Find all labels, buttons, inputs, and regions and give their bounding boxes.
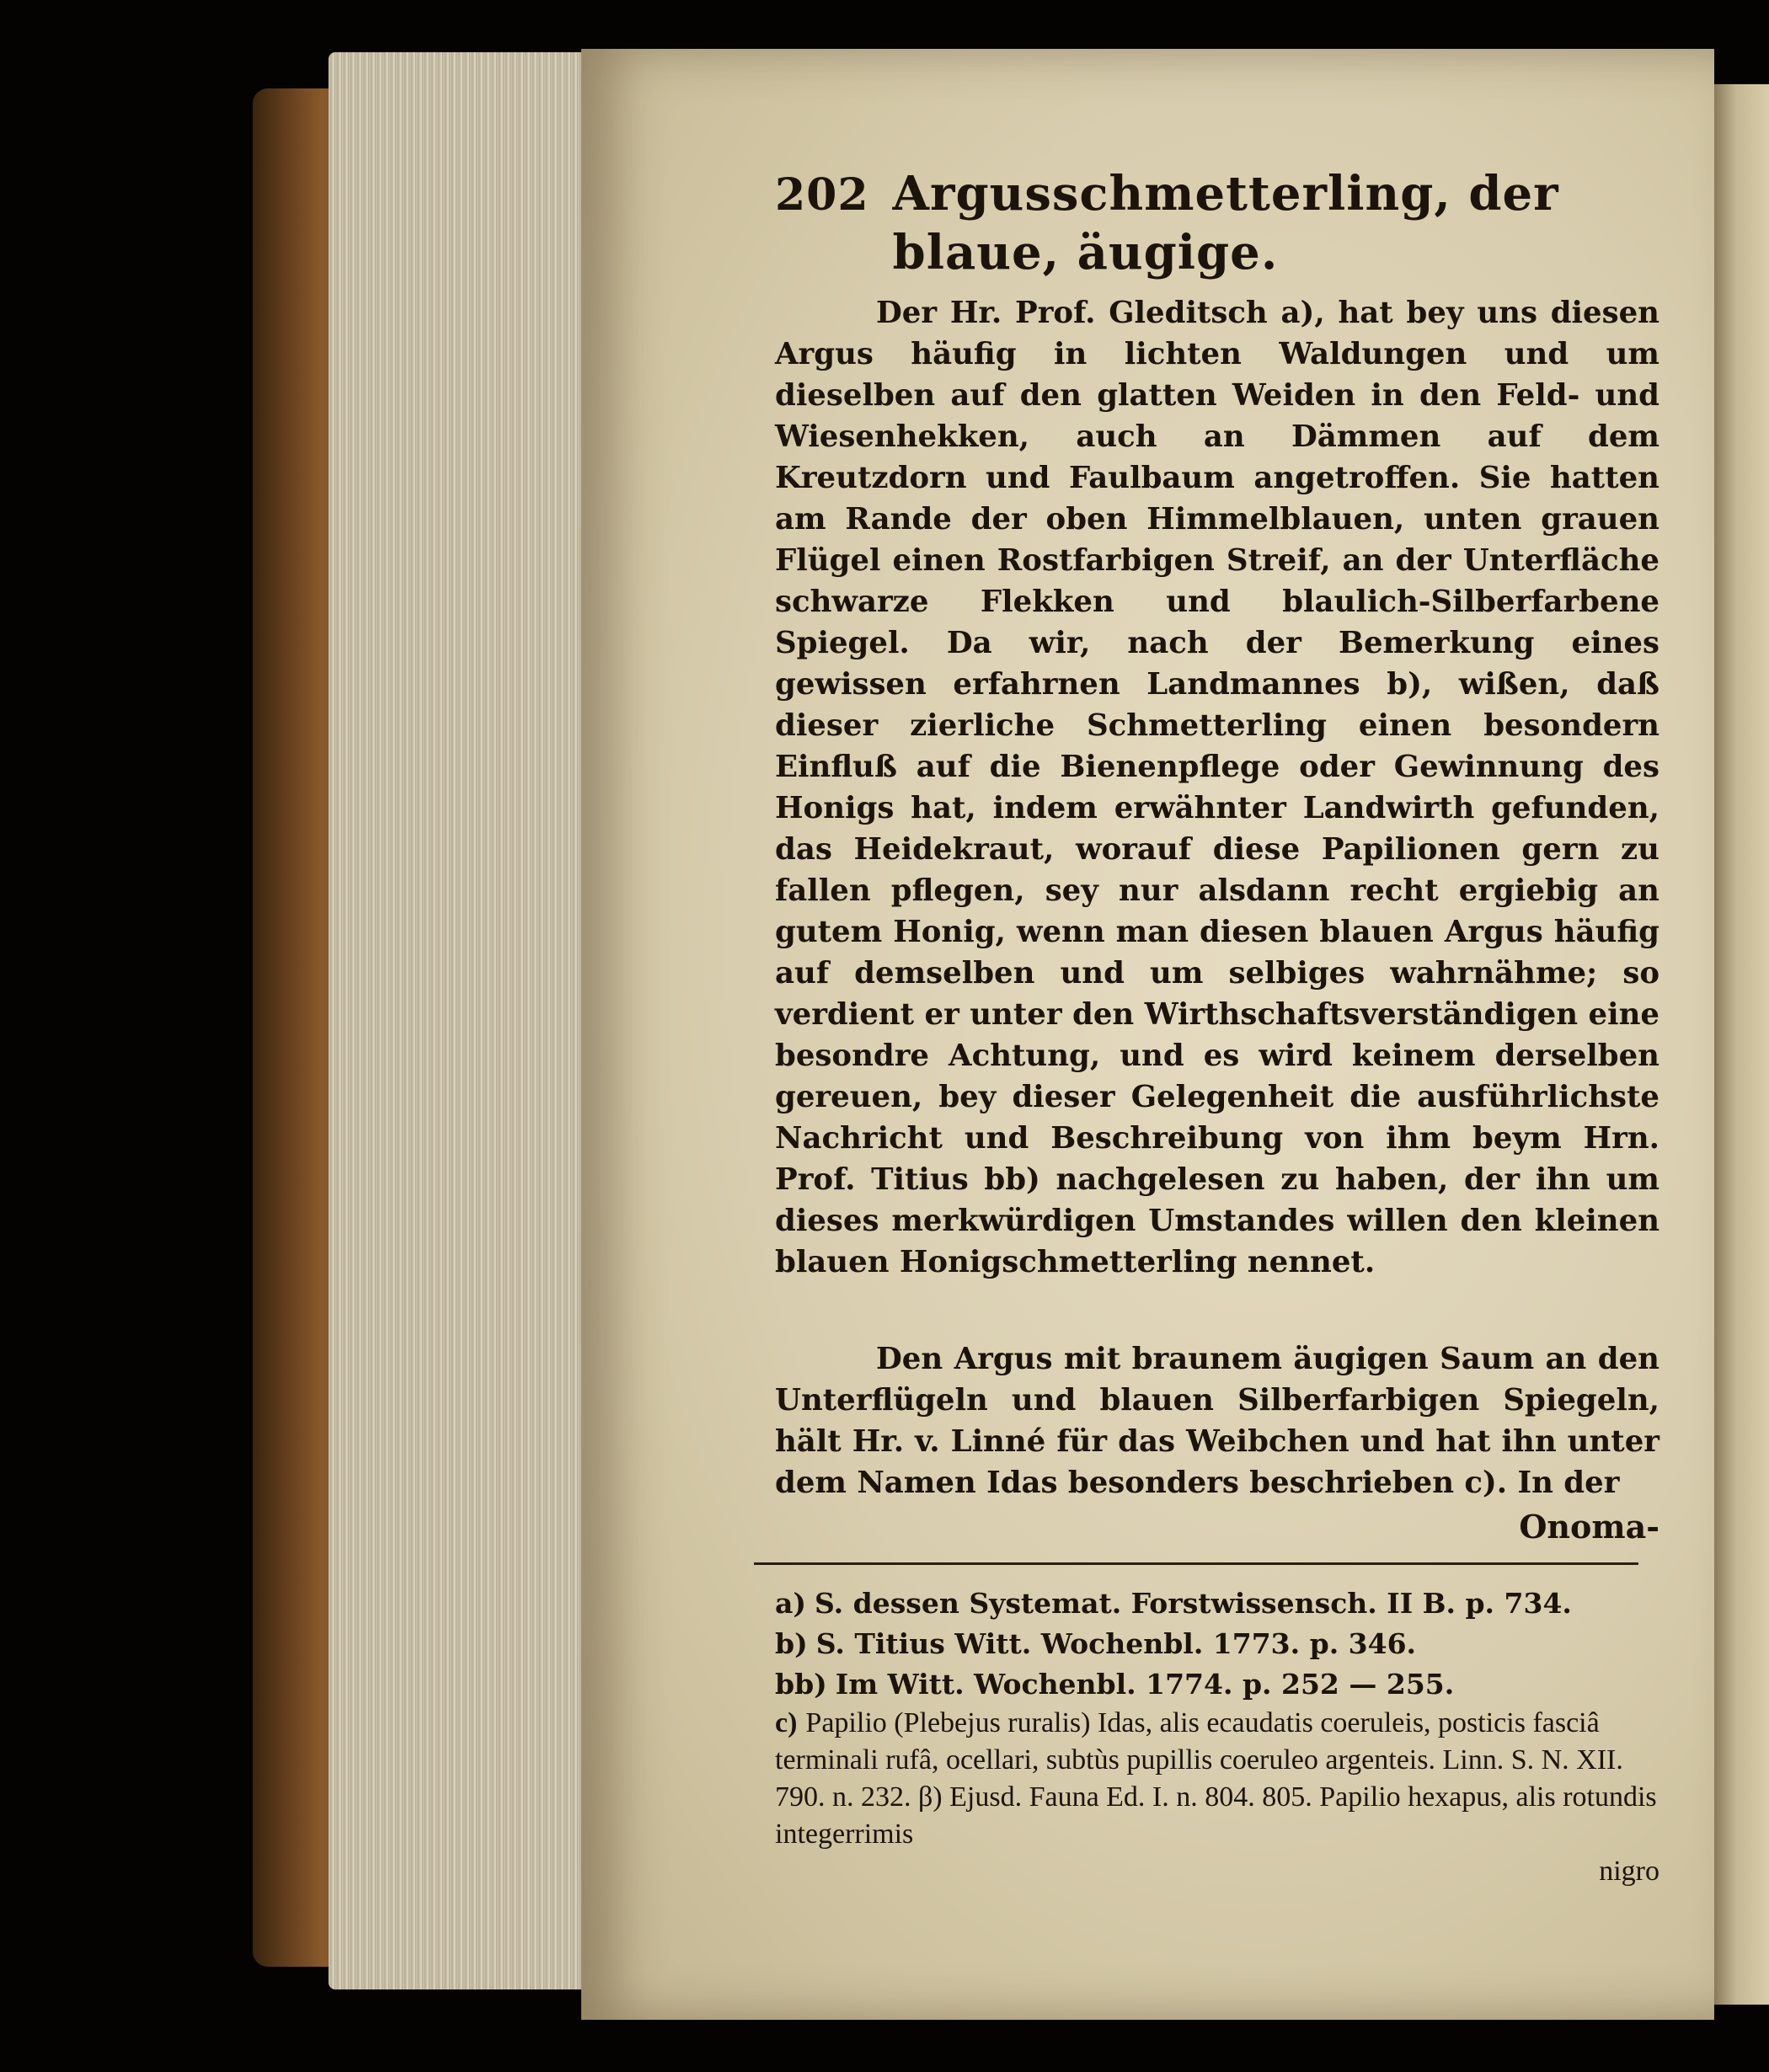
footnote-catchword: nigro [1599,1856,1659,1887]
footnote-label: a) [775,1587,806,1620]
footnote-text: S. Titius Witt. Wochenbl. 1773. p. 346. [815,1627,1417,1660]
catchword: Onoma- [1519,1508,1659,1546]
footnote-text: Im Witt. Wochenbl. 1774. p. 252 — 255. [835,1668,1455,1701]
footnote-label: c) [775,1707,798,1738]
footnote-bb [775,1664,1659,1705]
footnote-c [775,1705,1659,1853]
footnote-text: Papilio (Plebejus ruralis) Idas, alis ecaudatis coeruleis, posticis fasciâ terminali rufâ, ocellari, subtùs pupillis coeruleo argenteis. Linn. S. N. XII. 790. n. 232. β) Ejusd. Fauna Ed. I. n. 804. 805. Papilio hexapus, alis rotundis integerrimis [775,1707,1657,1850]
page-header [775,164,1659,282]
footnote-b [775,1624,1659,1664]
footnote-a [775,1583,1659,1624]
footnotes [775,1583,1659,1890]
footnote-divider [754,1562,1638,1565]
footnote-label: b) [775,1627,808,1660]
body-paragraph-1: Der Hr. Prof. Gleditsch a), hat bey uns diesen Argus häufig in lichten Waldungen und um dieselben auf den glatten Weiden in den Feld- und Wiesenhekken, auch an Dämmen auf dem Kreutzdorn und Faulbaum angetroffen. Sie hatten am Rande der oben Himmelblauen, unten grauen Flügel einen Rostfarbigen Streif, an der Unterfläche schwarze Flekken und blaulich-Silberfarbene Spiegel. Da wir, nach der Bemerkung eines gewissen erfahrnen Landmannes b), wißen, daß dieser zierliche Schmetterling einen besondern Einfluß auf die Bienenpflege oder Gewinnung des Honigs hat, indem erwähnter Landwirth gefunden, das Heidekraut, worauf diese Papilionen gern zu fallen pflegen, sey nur alsdann recht ergiebig an gutem Honig, wenn man diesen blauen Argus häufig auf demselben und um selbiges wahrnähme; so verdient er unter den Wirthschaftsverständigen eine besondre Achtung, und es wird keinem derselben gereuen, bey dieser Gelegenheit die ausführlichste Nachricht und Beschreibung von ihm beym Hrn. Prof. Titius bb) nachgelesen zu haben, der ihn um dieses merkwürdigen Umstandes willen den kleinen blauen Honigschmetterling nennet. [775,296,1659,1279]
facing-page-edge [1714,84,1769,2005]
body-paragraph-2: Den Argus mit braunem äugigen Saum an den Unterflügeln und blauen Silberfarbigen Spiegeln, hält Hr. v. Linné für das Weibchen und hat ihn unter dem Namen Idas besonders beschrieben c). In der [775,1342,1659,1500]
footnote-label: bb) [775,1668,827,1701]
running-head: Argusschmetterling, der blaue, äugige. [892,166,1559,280]
page-content [775,164,1659,1890]
footnote-text: S. dessen Systemat. Forstwissensch. II B. p. 734. [815,1587,1572,1620]
page-edges [329,52,581,1989]
page-number: 202 [775,169,869,221]
